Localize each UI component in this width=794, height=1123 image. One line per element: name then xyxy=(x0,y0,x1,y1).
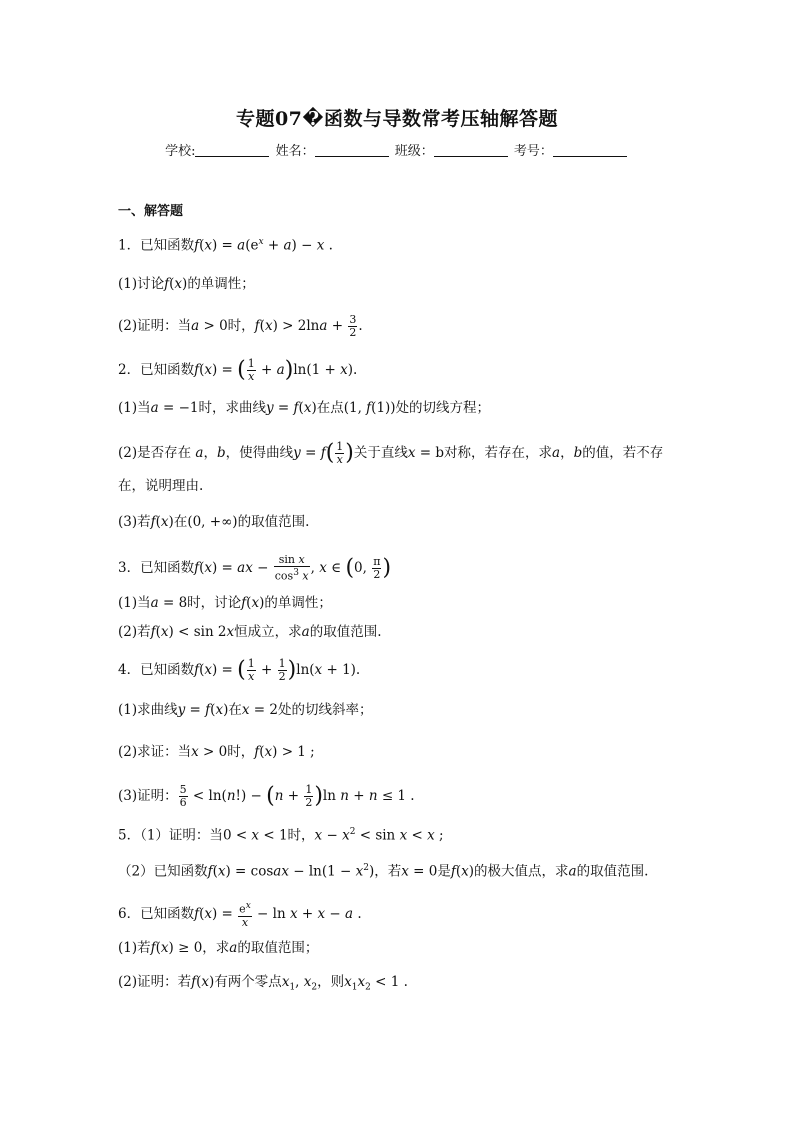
problem-6-q1: (1)若f(x) ≥ 0，求a的取值范围； xyxy=(118,940,319,956)
problem-5-q1: 5．（1）证明：当0 < x < 1时，$x - x^2 < \sin x < x$ ; xyxy=(118,827,444,844)
problem-2-q1: (1)当a = −1时，求曲线y = f(x)在点(1, f(1))处的切线方程； xyxy=(118,400,491,416)
problem-2-q3: (3)若f(x)在(0, +∞)的取值范围. xyxy=(118,514,310,530)
school-label: 学校: xyxy=(165,144,196,159)
problem-6-q2: (2)证明：若f(x)有两个零点$x_1$, $x_2$，则$x_1x_2 < 1$ . xyxy=(118,974,408,993)
problem-1-stem: 1．已知函数$f(x) = a(e^x + a) - x$ . xyxy=(118,237,333,254)
problem-4-q2: (2)求证：当x > 0时，f(x) > 1 ; xyxy=(118,744,315,760)
problem-6-stem: 6．已知函数f(x) = $\frac{e^x}{x}$ − ln x + x − a . xyxy=(118,901,362,929)
problem-2-q2: (2)是否存在 a，b，使得曲线y = f( $\frac{1}{x}$ )关于直线x = b对称，若存在，求a，b的值，若不存 xyxy=(118,440,664,466)
problem-3-q2: (2)若f(x) < sin 2x恒成立，求a的取值范围. xyxy=(118,624,382,640)
number-blank[interactable] xyxy=(553,144,627,157)
student-info-row xyxy=(0,140,794,159)
problem-5-q2: （2）已知函数f(x) = cosax − $\ln(1 - x^2)$，若x = 0是f(x)的极大值点，求a的取值范围. xyxy=(118,863,649,880)
school-blank[interactable] xyxy=(195,144,269,157)
problem-3-q1: (1)当a = 8时，讨论f(x)的单调性； xyxy=(118,595,332,611)
problem-1-q2: (2)证明：当a > 0时，f(x) > 2lna + $\frac{3}{2}$ . xyxy=(118,313,363,339)
problem-3-stem: 3．已知函数f(x) = ax − $\frac{\text{sin x}}{\cos^3 x}$ , x ∈ (0, $\frac{\pi}{2}$ ) xyxy=(118,553,392,583)
name-blank[interactable] xyxy=(315,144,389,157)
problem-4-stem: 4．已知函数f(x) = ( $\frac{1}{x}$ + $\frac{1}{2}$ )ln(x + 1). xyxy=(118,657,361,683)
problem-2-q2-cont: 在，说明理由. xyxy=(118,478,204,494)
problem-4-q1: (1)求曲线y = f(x)在x = 2处的切线斜率； xyxy=(118,702,373,718)
name-label: 姓名： xyxy=(275,144,315,159)
problem-2-stem: 2．已知函数f(x) = ( $\frac{1}{x}$ + a)ln(1 + x). xyxy=(118,357,358,383)
problem-4-q3: (3)证明： $\frac{5}{6}$ < ln(n!) − (n + $\frac{1}{2}$ )ln n + n ≤ 1 . xyxy=(118,783,415,809)
class-blank[interactable] xyxy=(434,144,508,157)
problem-1-q1: (1)讨论f(x)的单调性； xyxy=(118,276,255,292)
number-label: 考号： xyxy=(513,144,553,159)
section-heading: 一、解答题 xyxy=(118,204,184,219)
class-label: 班级： xyxy=(394,144,434,159)
page-title: 专题07�函数与导数常考压轴解答题 xyxy=(235,108,559,130)
